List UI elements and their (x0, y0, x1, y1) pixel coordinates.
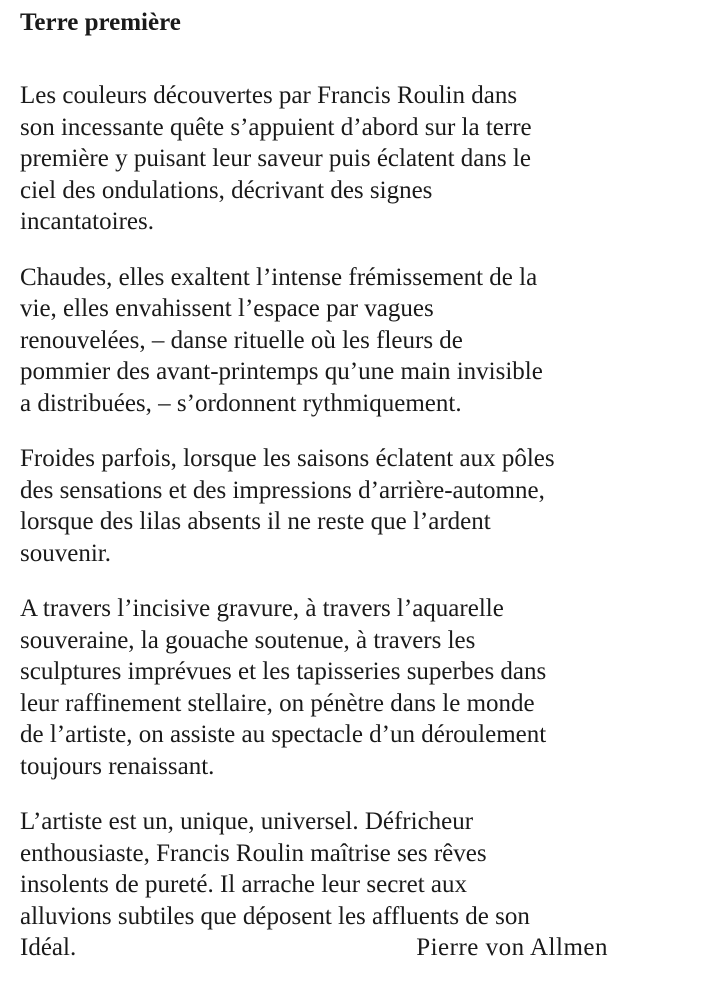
text-line: des sensations et des impressions d’arrière-automne, (20, 476, 545, 504)
text-line: de l’artiste, on assiste au spectacle d’un déroulement (20, 721, 547, 748)
text-line: Froides parfois, lorsque les saisons éclatent aux pôles (20, 445, 555, 472)
text-line: pommier des avant-printemps qu’une main invisible (20, 358, 543, 385)
text-line: L’artiste est un, unique, universel. Défricheur (20, 808, 474, 835)
paragraph-2 (20, 262, 700, 420)
text-line: incantatoires. (20, 208, 154, 235)
paragraph-3 (20, 443, 700, 569)
text-line: alluvions subtiles que déposent les affluents de son (20, 902, 530, 930)
text-line: sculptures imprévues et les tapisseries superbes dans (20, 658, 547, 685)
text-line: leur raffinement stellaire, on pénètre dans le monde (20, 689, 535, 717)
text-line: a distribuées, – s’ordonnent rythmiquement. (20, 389, 462, 417)
text-line: Les couleurs découvertes par Francis Roulin dans (20, 82, 518, 109)
text-line: vie, elles envahissent l’espace par vagues (20, 295, 434, 322)
text-line: enthousiaste, Francis Roulin maîtrise ses rêves (20, 839, 487, 867)
text-line: A travers l’incisive gravure, à travers l’aquarelle (20, 595, 504, 622)
text-line: lorsque des lilas absents il ne reste que l’ardent (20, 508, 491, 535)
text-line: première y puisant leur saveur puis éclatent dans le (20, 145, 531, 172)
text-line: Idéal. (20, 934, 77, 961)
text-line: souveraine, la gouache soutenue, à travers les (20, 626, 476, 654)
text-line: souvenir. (20, 539, 111, 567)
document-title: Terre première (20, 9, 181, 36)
closing-line (20, 932, 608, 964)
document-page (20, 6, 700, 988)
text-line: son incessante quête s’appuient d’abord sur la terre (20, 113, 532, 141)
text-line: Chaudes, elles exaltent l’intense frémissement de la (20, 263, 538, 291)
text-line: insolents de pureté. Il arrache leur secret aux (20, 871, 468, 898)
text-line: renouvelées, – danse rituelle où les fleurs de (20, 326, 463, 354)
text-line: ciel des ondulations, décrivant des signes (20, 176, 433, 204)
paragraph-4 (20, 593, 700, 782)
text-line: toujours renaissant. (20, 752, 215, 780)
paragraph-1 (20, 80, 700, 238)
paragraph-5 (20, 806, 700, 964)
author-signature: Pierre von Allmen (416, 934, 608, 961)
